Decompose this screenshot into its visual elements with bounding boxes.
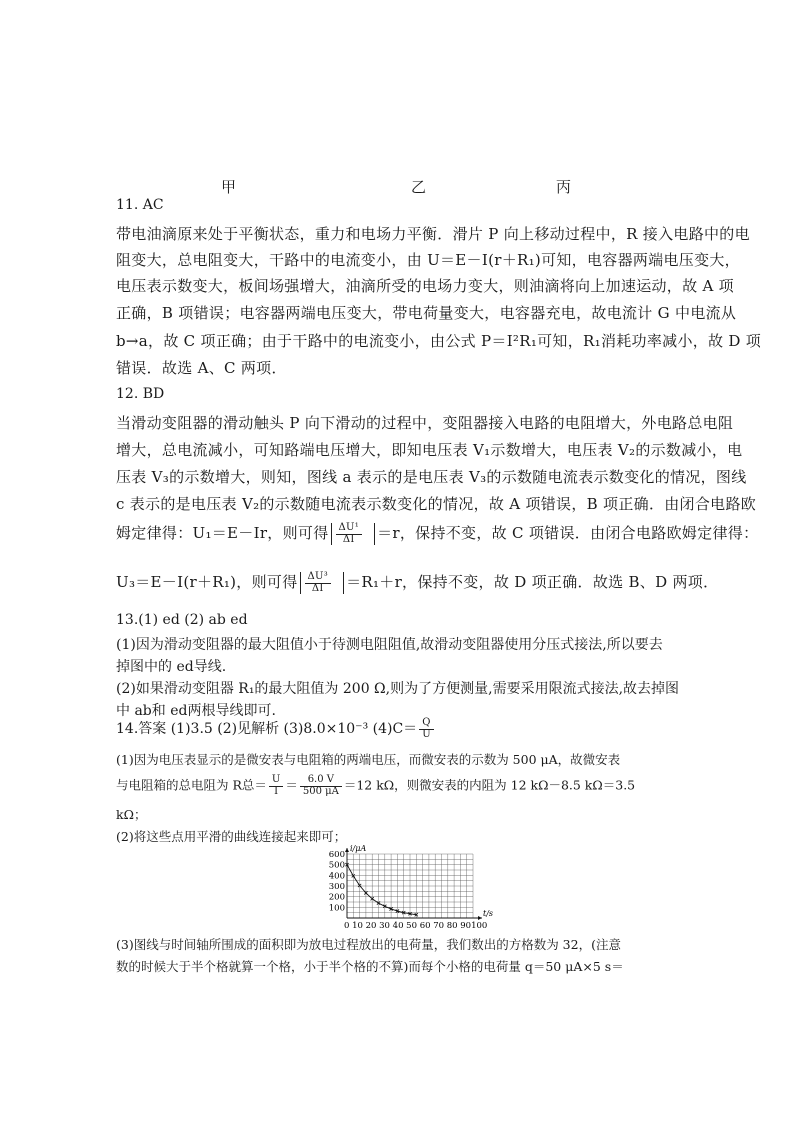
chart-points [345, 863, 418, 916]
q12-line: 当滑动变阻器的滑动触头 P 向下滑动的过程中，变阻器接入电路的电阻增大，外电路总电阻 [116, 414, 734, 432]
q14-line: kΩ； [116, 807, 147, 822]
numerator: 6.0 V [300, 775, 342, 787]
q14-line: 数的时候大于半个格就算一个格，小于半个格的不算)而每个小格的电荷量 q＝50 μA×5 s＝ [116, 959, 624, 974]
y-tick-label: 500 [328, 860, 345, 871]
denominator: ΔI [311, 582, 324, 594]
q11-line: 电压表示数变大，板间场强增大，油滴所受的电场力变大，则油滴将向上加速运动，故 A 项 [116, 277, 734, 295]
q14-head [116, 718, 436, 740]
numerator: Q [419, 718, 433, 730]
discharge-curve-chart [313, 842, 493, 930]
q11-head: 11. AC [116, 197, 164, 213]
q14-text: 与电阻箱的总电阻为 R总＝ [116, 777, 267, 793]
q11-line: 带电油滴原来处于平衡状态，重力和电场力平衡．滑片 P 向上移动过程中，R 接入电路中的电 [116, 225, 750, 243]
y-tick-label: 600 [328, 850, 345, 860]
chart-ticks [329, 850, 345, 913]
q14-text: ＝12 kΩ，则微安表的内阻为 12 kΩ－8.5 kΩ＝3.5 [343, 777, 636, 793]
q11-line: 阻变大，总电阻变大，干路中的电流变小，由 U＝E－I(r＋R₁)可知，电容器两端电压变大， [116, 251, 740, 269]
y-tick-label: 100 [328, 903, 345, 914]
fraction-values [300, 775, 342, 797]
q13-line: 中 ab和 ed两根导线即可. [116, 703, 276, 719]
q12-line: 压表 V₃的示数增大，则知，图线 a 表示的是电压表 V₃的示数随电流表示数变化的情况，图线 [116, 468, 747, 486]
figure-label-yi: 乙 [411, 178, 427, 196]
fraction-u-over-i [269, 775, 283, 797]
figure-label-jia: 甲 [221, 178, 237, 196]
equals: ＝ [285, 777, 298, 793]
denominator: U [422, 728, 431, 740]
numerator: ΔU³ [305, 572, 332, 584]
y-tick-label: 200 [328, 892, 345, 903]
numerator: U [269, 775, 283, 787]
q14-line: (1)因为电压表显示的是微安表与电阻箱的两端电压，而微安表的示数为 500 μA，故微安表 [116, 752, 621, 767]
q12-formula-line-2 [116, 571, 718, 594]
q12-formula-line-1 [116, 522, 758, 545]
denominator: 500 μA [302, 785, 339, 797]
numerator: ΔU¹ [336, 523, 363, 535]
y-axis-label: i/μA [350, 844, 367, 853]
q11-line: 正确，B 项错误；电容器两端电压变大，带电荷量变大，电容器充电，故电流计 G 中电流从 [116, 304, 737, 322]
q12-text: ＝R₁＋r，保持不变，故 D 项正确．故选 B、D 两项． [346, 573, 719, 591]
x-tick-labels: 0 10 20 30 40 50 60 70 80 90100 [344, 921, 488, 930]
denominator: I [274, 785, 279, 797]
y-tick-label: 300 [328, 882, 345, 892]
x-axis-arrow [478, 916, 482, 920]
q12-head: 12. BD [116, 386, 165, 402]
q13-line: (1)因为滑动变阻器的最大阻值小于待测电阻阻值,故滑动变阻器使用分压式接法,所以要去 [116, 637, 663, 653]
q13-line: 掉图中的 ed导线. [116, 659, 227, 675]
abs-bars [331, 523, 376, 545]
q12-text: U₃＝E－I(r＋R₁)，则可得 [116, 573, 298, 591]
q12-text: ＝r，保持不变，故 C 项错误．由闭合电路欧姆定律得： [377, 524, 759, 542]
q13-head: 13.(1) ed (2) ab ed [116, 612, 248, 628]
fraction-q-over-u [419, 718, 433, 740]
figure-label-bing: 丙 [556, 178, 572, 196]
q14-formula-line [116, 775, 635, 797]
q14-line: (3)图线与时间轴所围成的面积即为放电过程放出的电荷量，我们数出的方格数为 32，(注意 [116, 937, 621, 952]
x-axis-label: t/s [483, 909, 493, 918]
q14-line: (2)将这些点用平滑的曲线连接起来即可； [116, 829, 347, 844]
fraction [336, 523, 363, 545]
abs-bars [300, 572, 345, 594]
q13-line: (2)如果滑动变阻器 R₁的最大阻值为 200 Ω,则为了方便测量,需要采用限流式接法,故去掉图 [116, 681, 680, 697]
denominator: ΔI [342, 533, 355, 545]
q12-line: 增大，总电流减小，可知路端电压增大，即知电压表 V₁示数增大，电压表 V₂的示数减小，电 [116, 441, 743, 459]
chart-axes [345, 848, 482, 920]
chart-grid [347, 854, 473, 918]
fraction [305, 572, 332, 594]
q11-line: 错误．故选 A、C 两项． [116, 359, 287, 377]
y-tick-label: 400 [328, 871, 345, 882]
q14-head-text: 14.答案 (1)3.5 (2)见解析 (3)8.0×10⁻³ (4)C＝ [116, 721, 418, 737]
y-axis-arrow [345, 848, 349, 852]
q12-text: 姆定律得：U₁＝E－Ir，则可得 [116, 524, 329, 542]
q12-line: c 表示的是电压表 V₂的示数随电流表示数变化的情况，故 A 项错误，B 项正确．由闭合电路欧 [116, 495, 757, 513]
q11-line: b→a，故 C 项正确；由于干路中的电流变小，由公式 P＝I²R₁可知，R₁消耗功率减小，故 D 项 [116, 332, 762, 350]
